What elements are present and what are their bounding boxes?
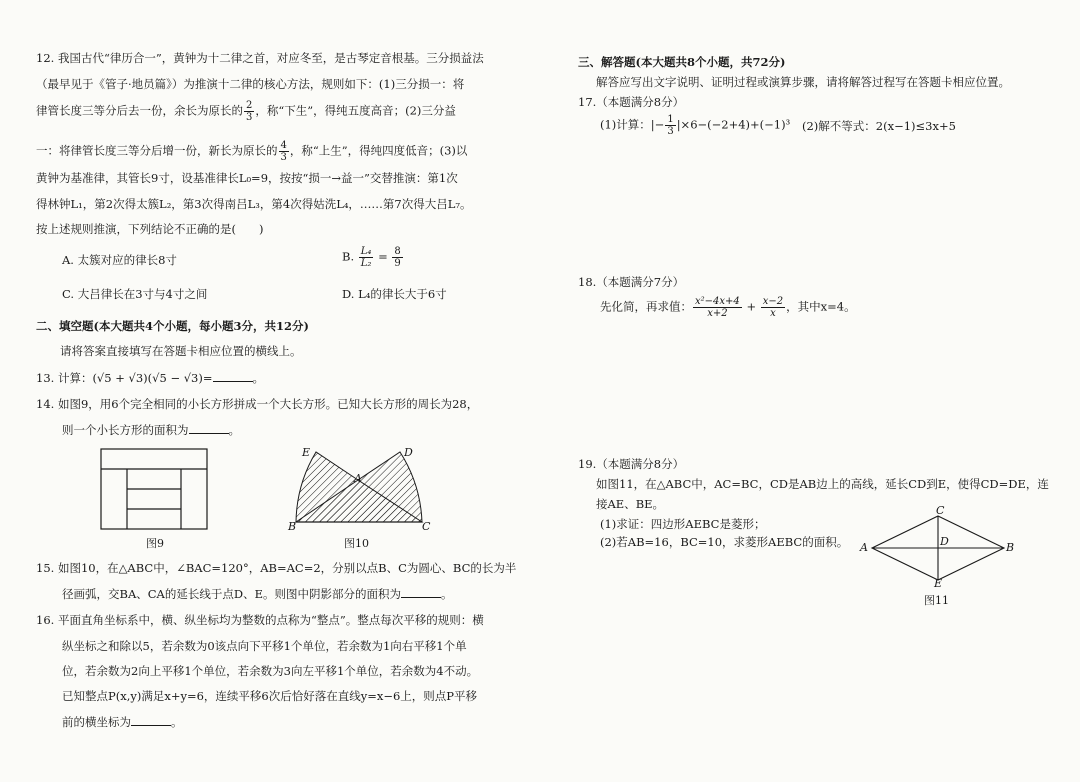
fig11-point-b: B (1006, 541, 1015, 554)
q19-line3: (1)求证：四边形AEBC是菱形； (600, 517, 766, 531)
q13: 13. 计算：(√5 + √3)(√5 − √3)= 。 (36, 371, 264, 385)
q18-heading: 18.（本题满分7分） (578, 275, 685, 289)
q17-heading: 17.（本题满分8分） (578, 95, 685, 109)
q12-line7: 按上述规则推演，下列结论不正确的是( ) (36, 222, 264, 236)
q19-line2: 接AE、BE。 (596, 497, 665, 511)
q16-line4: 已知整点P(x,y)满足x+y=6，连续平移6次后恰好落在直线y=x−6上，则点P平移 (62, 689, 478, 703)
fig10-point-b: B (288, 520, 297, 533)
q19-line1: 如图11，在△ABC中，AC=BC，CD是AB边上的高线，延长CD到E，使得CD=DE，连 (596, 477, 1049, 491)
section3-title: 三、解答题(本大题共8个小题，共72分) (578, 55, 786, 69)
section2-title: 二、填空题(本大题共4个小题，每小题3分，共12分) (36, 319, 309, 333)
q19-line4: (2)若AB=16，BC=10，求菱形AEBC的面积。 (600, 535, 849, 549)
figure-11-caption: 图11 (924, 594, 949, 607)
fig11-point-c: C (936, 504, 945, 517)
q13-answer-blank (213, 371, 253, 382)
q16-answer-blank (131, 715, 171, 726)
q16-line1: 16. 平面直角坐标系中，横、纵坐标均为整数的点称为“整点”。整点每次平移的规则：横 (36, 613, 484, 627)
q12-line2: （最早见于《管子·地员篇》）为推演十二律的核心方法，规则如下：(1)三分损一：将 (36, 77, 465, 91)
q12-line5: 黄钟为基准律，其管长9寸，设基准律长L₀=9，按按“损一→益一”交替推演：第1次 (36, 171, 458, 185)
fig11-point-e: E (934, 577, 943, 590)
q14-answer-blank (189, 423, 229, 434)
q12-line1: 12. 我国古代“律历合一”，黄钟为十二律之首，对应冬至，是古琴定音根基。三分损益法 (36, 51, 484, 65)
q12-line6: 得林钟L₁，第2次得太簇L₂，第3次得南吕L₃，第4次得姑洗L₄，……第7次得大吕L₇。 (36, 197, 472, 211)
figure-9-rectangles (100, 448, 210, 532)
q14-line2: 则一个小长方形的面积为 。 (62, 423, 240, 437)
section2-instruction: 请将答案直接填写在答题卡相应位置的横线上。 (60, 344, 302, 358)
fraction-2-3: $\frac{2}{3}$ (246, 100, 253, 123)
fig10-point-e: E (302, 446, 311, 459)
q12-option-a: A. 太簇对应的律长8寸 (62, 253, 177, 267)
q18-body: 先化简，再求值： $\frac{\text{x²−4x+4}}{x+2}$ + $\frac{x-2}{x}$ ，其中x=4。 (600, 296, 856, 319)
q14-line1: 14. 如图9，用6个完全相同的小长方形拼成一个大长方形。已知大长方形的周长为28， (36, 397, 479, 411)
q12-option-b: B. $\frac{\text{L₄}}{\text{L₂}}$ = $\frac{8}{9}$ (342, 246, 401, 269)
fig11-point-d: D (940, 535, 949, 548)
figure-10-arcs (282, 446, 436, 536)
q16-line2: 纵坐标之和除以5，若余数为0该点向下平移1个单位，若余数为1向右平移1个单 (62, 639, 467, 653)
fraction-4-3: $\frac{4}{3}$ (280, 140, 287, 163)
q15-line1: 15. 如图10，在△ABC中，∠BAC=120°，AB=AC=2，分别以点B、C为圆心、BC的长为半 (36, 561, 517, 575)
q12-option-d: D. L₄的律长大于6寸 (342, 287, 447, 301)
figure-11-rhombus (864, 510, 1014, 586)
fig10-point-d: D (404, 446, 413, 459)
q16-line3: 位，若余数为2向上平移1个单位，若余数为3向左平移1个单位，若余数为4不动。 (62, 664, 479, 678)
q12-option-c: C. 大吕律长在3寸与4寸之间 (62, 287, 208, 301)
q17-part1: (1)计算：|− $\frac{1}{3}$ |×6−(−2+4)+(−1)³ (600, 114, 791, 137)
figure-10-caption: 图10 (344, 537, 369, 550)
fig11-point-a: A (860, 541, 868, 554)
q15-answer-blank (401, 587, 441, 598)
fig10-point-a: A (354, 472, 362, 485)
q16-line5: 前的横坐标为 。 (62, 715, 183, 729)
q12-line3: 律管长度三等分后去一份，余长为原长的 $\frac{2}{3}$ ，称“下生”，得纯五度高音；(2)三分益 (36, 100, 456, 123)
section3-instruction: 解答应写出文字说明、证明过程或演算步骤，请将解答过程写在答题卡相应位置。 (596, 75, 1010, 89)
q17-part2: (2)解不等式：2(x−1)≤3x+5 (802, 119, 956, 133)
figure-9-caption: 图9 (146, 537, 164, 550)
fig10-point-c: C (422, 520, 431, 533)
q19-heading: 19.（本题满分8分） (578, 457, 685, 471)
q15-line2: 径画弧，交BA、CA的延长线于点D、E。则图中阴影部分的面积为 。 (62, 587, 453, 601)
q12-line4: 一：将律管长度三等分后增一份，新长为原长的 $\frac{4}{3}$ ，称“上生”，得纯四度低音；(3)以 (36, 140, 468, 163)
